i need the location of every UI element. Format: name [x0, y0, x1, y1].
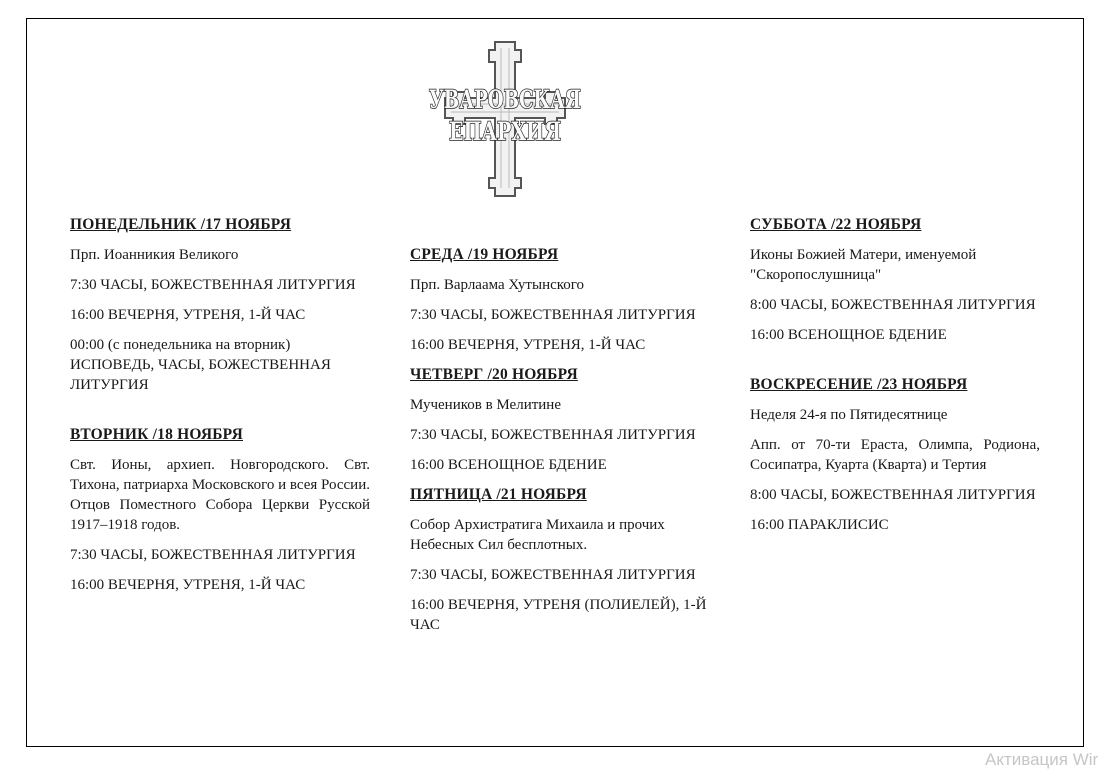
schedule-column-3 — [750, 215, 1040, 565]
day-friday — [410, 485, 710, 635]
service-line: 7:30 ЧАСЫ, БОЖЕСТВЕННАЯ ЛИТУРГИЯ — [70, 547, 356, 563]
service-line: 16:00 ВЕЧЕРНЯ, УТРЕНЯ, 1-Й ЧАС — [410, 337, 646, 353]
service-line: 16:00 ВСЕНОЩНОЕ БДЕНИЕ — [410, 457, 607, 473]
service-line: 7:30 ЧАСЫ, БОЖЕСТВЕННАЯ ЛИТУРГИЯ — [70, 277, 356, 293]
logo-text-line2: ЕПАРХИЯ — [449, 117, 561, 146]
diocese-logo-cross-icon — [425, 38, 585, 198]
day-heading: ПЯТНИЦА /21 НОЯБРЯ — [410, 486, 587, 503]
day-thursday — [410, 365, 710, 475]
day-saturday — [750, 215, 1040, 345]
saint-commemoration: Иконы Божией Матери, именуемой "Скоропослушница" — [750, 247, 977, 283]
windows-activation-watermark: Активация Wir — [985, 750, 1099, 769]
day-heading: ПОНЕДЕЛЬНИК /17 НОЯБРЯ — [70, 216, 292, 233]
schedule-column-1 — [70, 215, 370, 625]
saint-commemoration: Собор Архистратига Михаила и прочих Небесных Сил бесплотных. — [410, 517, 665, 553]
service-line: 8:00 ЧАСЫ, БОЖЕСТВЕННАЯ ЛИТУРГИЯ — [750, 487, 1036, 503]
service-line: 16:00 ВЕЧЕРНЯ, УТРЕНЯ, 1-Й ЧАС — [70, 577, 306, 593]
service-line: 7:30 ЧАСЫ, БОЖЕСТВЕННАЯ ЛИТУРГИЯ — [410, 307, 696, 323]
service-line: 16:00 ВЕЧЕРНЯ, УТРЕНЯ, 1-Й ЧАС — [70, 307, 306, 323]
day-heading: ЧЕТВЕРГ /20 НОЯБРЯ — [410, 366, 578, 383]
saint-commemoration: Прп. Иоанникия Великого — [70, 247, 239, 263]
saint-commemoration: Мучеников в Мелитине — [410, 397, 561, 413]
logo-text-line1: УВАРОВСКАЯ — [429, 85, 581, 114]
day-wednesday — [410, 245, 710, 355]
day-sunday — [750, 375, 1040, 535]
sunday-of-pentecost: Неделя 24-я по Пятидесятнице — [750, 407, 948, 423]
service-line: 16:00 ПАРАКЛИСИС — [750, 517, 889, 533]
service-line: 00:00 (с понедельника на вторник) ИСПОВЕДЬ, ЧАСЫ, БОЖЕСТВЕННАЯ ЛИТУРГИЯ — [70, 337, 331, 393]
schedule-column-2 — [410, 245, 710, 645]
saint-commemoration: Свт. Ионы, архиеп. Новгородского. Свт. Тихона, патриарха Московского и всея России. Отцов Поместного Собора Церкви Русской 1917–1918 годов. — [70, 457, 370, 533]
day-heading: СРЕДА /19 НОЯБРЯ — [410, 246, 559, 263]
service-line: 7:30 ЧАСЫ, БОЖЕСТВЕННАЯ ЛИТУРГИЯ — [410, 427, 696, 443]
service-line: 8:00 ЧАСЫ, БОЖЕСТВЕННАЯ ЛИТУРГИЯ — [750, 297, 1036, 313]
day-tuesday — [70, 425, 370, 595]
service-line: 7:30 ЧАСЫ, БОЖЕСТВЕННАЯ ЛИТУРГИЯ — [410, 567, 696, 583]
saint-commemoration: Прп. Варлаама Хутынского — [410, 277, 585, 293]
service-line: 16:00 ВСЕНОЩНОЕ БДЕНИЕ — [750, 327, 947, 343]
saint-commemoration: Апп. от 70-ти Ераста, Олимпа, Родиона, Сосипатра, Куарта (Кварта) и Тертия — [750, 437, 1040, 473]
day-heading: ВТОРНИК /18 НОЯБРЯ — [70, 426, 243, 443]
day-monday — [70, 215, 370, 395]
day-heading: ВОСКРЕСЕНИЕ /23 НОЯБРЯ — [750, 376, 968, 393]
service-line: 16:00 ВЕЧЕРНЯ, УТРЕНЯ (ПОЛИЕЛЕЙ), 1-Й ЧАС — [410, 597, 707, 633]
day-heading: СУББОТА /22 НОЯБРЯ — [750, 216, 922, 233]
